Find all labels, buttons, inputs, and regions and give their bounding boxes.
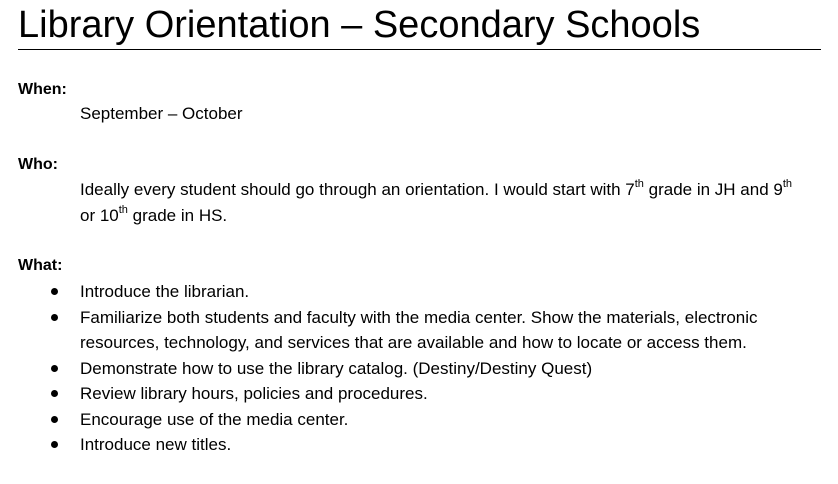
ordinal-suffix: th xyxy=(782,178,793,191)
bullet-icon xyxy=(51,365,58,372)
title-underline xyxy=(18,49,821,50)
who-text xyxy=(80,177,800,229)
list-item-text: Review library hours, policies and procedures. xyxy=(80,384,428,403)
bullet-icon xyxy=(51,288,58,295)
ordinal-suffix: th xyxy=(634,178,644,191)
who-text-part: grade in HS. xyxy=(127,206,228,225)
list-item xyxy=(0,432,800,458)
who-text-part: Ideally every student should go through an orientation. I would start with 7 xyxy=(80,180,635,199)
bullet-icon xyxy=(51,390,58,397)
list-item xyxy=(0,407,800,433)
list-item-text: Demonstrate how to use the library catalog. (Destiny/Destiny Quest) xyxy=(80,358,593,378)
who-text-part: grade in JH and 9 xyxy=(643,180,783,199)
what-label: What: xyxy=(18,257,63,274)
who-text-part: or 10 xyxy=(80,206,119,225)
bullet-icon xyxy=(51,441,58,448)
bullet-icon xyxy=(51,314,58,321)
bullet-icon xyxy=(51,416,58,423)
list-item-text: Familiarize both students and faculty with the media center. Show the materials, electronic resources, technology, and services that are available and how to locate or access them. xyxy=(80,307,758,352)
list-item xyxy=(0,381,800,407)
what-list xyxy=(0,279,800,458)
list-item-text: Introduce the librarian. xyxy=(80,282,250,301)
list-item-text: Introduce new titles. xyxy=(80,435,232,454)
ordinal-suffix: th xyxy=(118,204,128,217)
list-item xyxy=(0,279,800,305)
document-title: Library Orientation – Secondary Schools xyxy=(18,4,701,46)
list-item xyxy=(0,356,800,382)
list-item xyxy=(0,305,800,356)
when-label: When: xyxy=(18,81,67,98)
who-label: Who: xyxy=(18,156,58,173)
list-item-text: Encourage use of the media center. xyxy=(80,409,349,429)
when-text: September – October xyxy=(80,104,243,123)
